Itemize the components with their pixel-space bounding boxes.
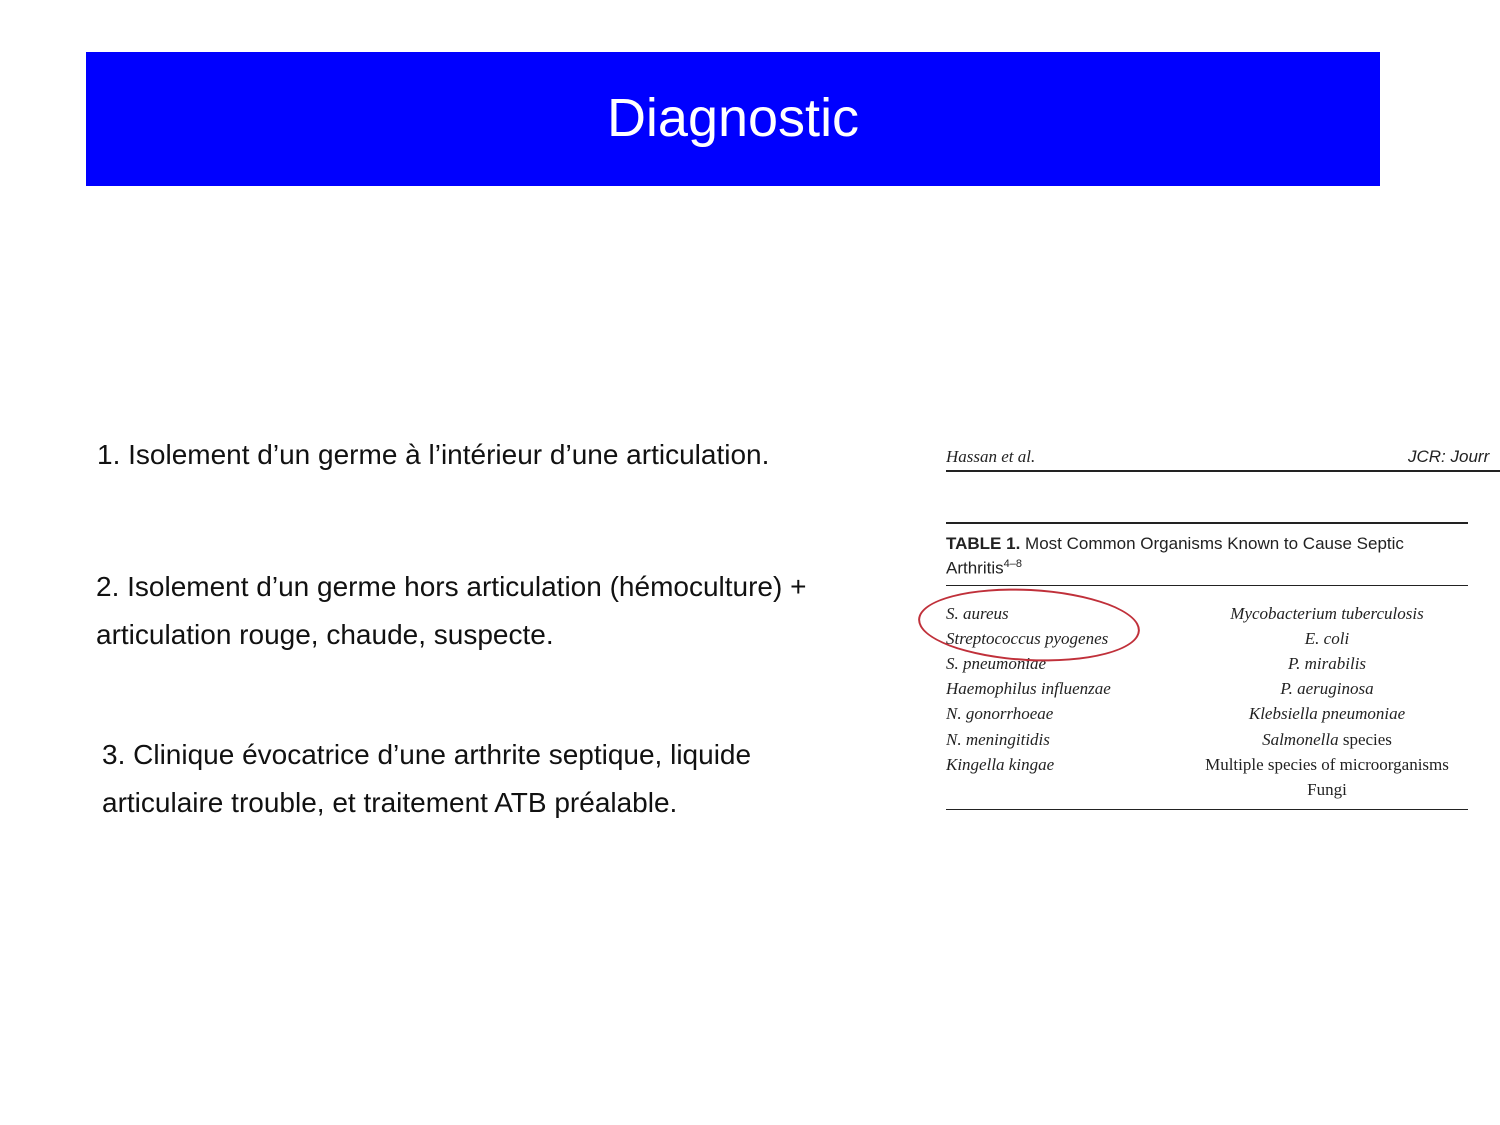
organism-common: Streptococcus pyogenes (946, 628, 1109, 648)
table-caption (946, 534, 1466, 579)
diagnostic-criterion-3 (102, 731, 882, 827)
slide-title: Diagnostic (606, 88, 860, 148)
criterion-1-line-1: 1. Isolement d’un germe à l’intérieur d’une articulation. (97, 439, 770, 470)
organism-common: N. gonorrhoeae (946, 704, 1054, 724)
organism-genus: Salmonella (1262, 729, 1339, 749)
organism-other: Multiple species of microorganisms (1205, 754, 1449, 774)
criterion-2-line-2: articulation rouge, chaude, suspecte. (96, 619, 554, 650)
journal-header: JCR: Jourr (1408, 447, 1490, 466)
table-top-rule (946, 522, 1468, 524)
criterion-2-line-1: 2. Isolement d’un germe hors articulation (hémoculture) + (96, 571, 807, 602)
criterion-3-line-2: articulaire trouble, et traitement ATB préalable. (102, 787, 678, 818)
table-row (946, 702, 1468, 727)
table-header-rule (946, 585, 1468, 586)
header-rule (946, 470, 1500, 472)
table-row (946, 752, 1468, 777)
organism-other: E. coli (1304, 628, 1350, 648)
table-row (946, 727, 1468, 752)
article-author-header: Hassan et al. (946, 447, 1036, 466)
organism-other: Mycobacterium tuberculosis (1230, 603, 1424, 623)
table-label: TABLE 1. (946, 534, 1021, 553)
organism-other: Fungi (1307, 779, 1347, 799)
organism-common: S. aureus (946, 603, 1009, 623)
organism-suffix: species (1338, 729, 1392, 749)
table-row (946, 777, 1468, 802)
table-reference: 4–8 (1003, 558, 1022, 570)
organism-common: Kingella kingae (946, 754, 1055, 774)
organism-other: Klebsiella pneumoniae (1248, 704, 1406, 724)
organism-other: P. aeruginosa (1280, 679, 1374, 699)
organism-other: P. mirabilis (1287, 653, 1367, 673)
diagnostic-criterion-2 (96, 563, 916, 659)
table-row (946, 677, 1468, 702)
organism-other (1186, 730, 1468, 750)
organism-common: S. pneumoniae (946, 653, 1047, 673)
organism-common: Haemophilus influenzae (946, 679, 1111, 699)
diagnostic-criterion-1 (97, 431, 897, 479)
table-bottom-rule (946, 809, 1468, 810)
organism-common: N. meningitidis (946, 729, 1050, 749)
criterion-3-line-1: 3. Clinique évocatrice d’une arthrite septique, liquide (102, 739, 752, 770)
table-title: Most Common Organisms Known to Cause Septic Arthritis (946, 534, 1404, 578)
title-bar (86, 52, 1380, 186)
